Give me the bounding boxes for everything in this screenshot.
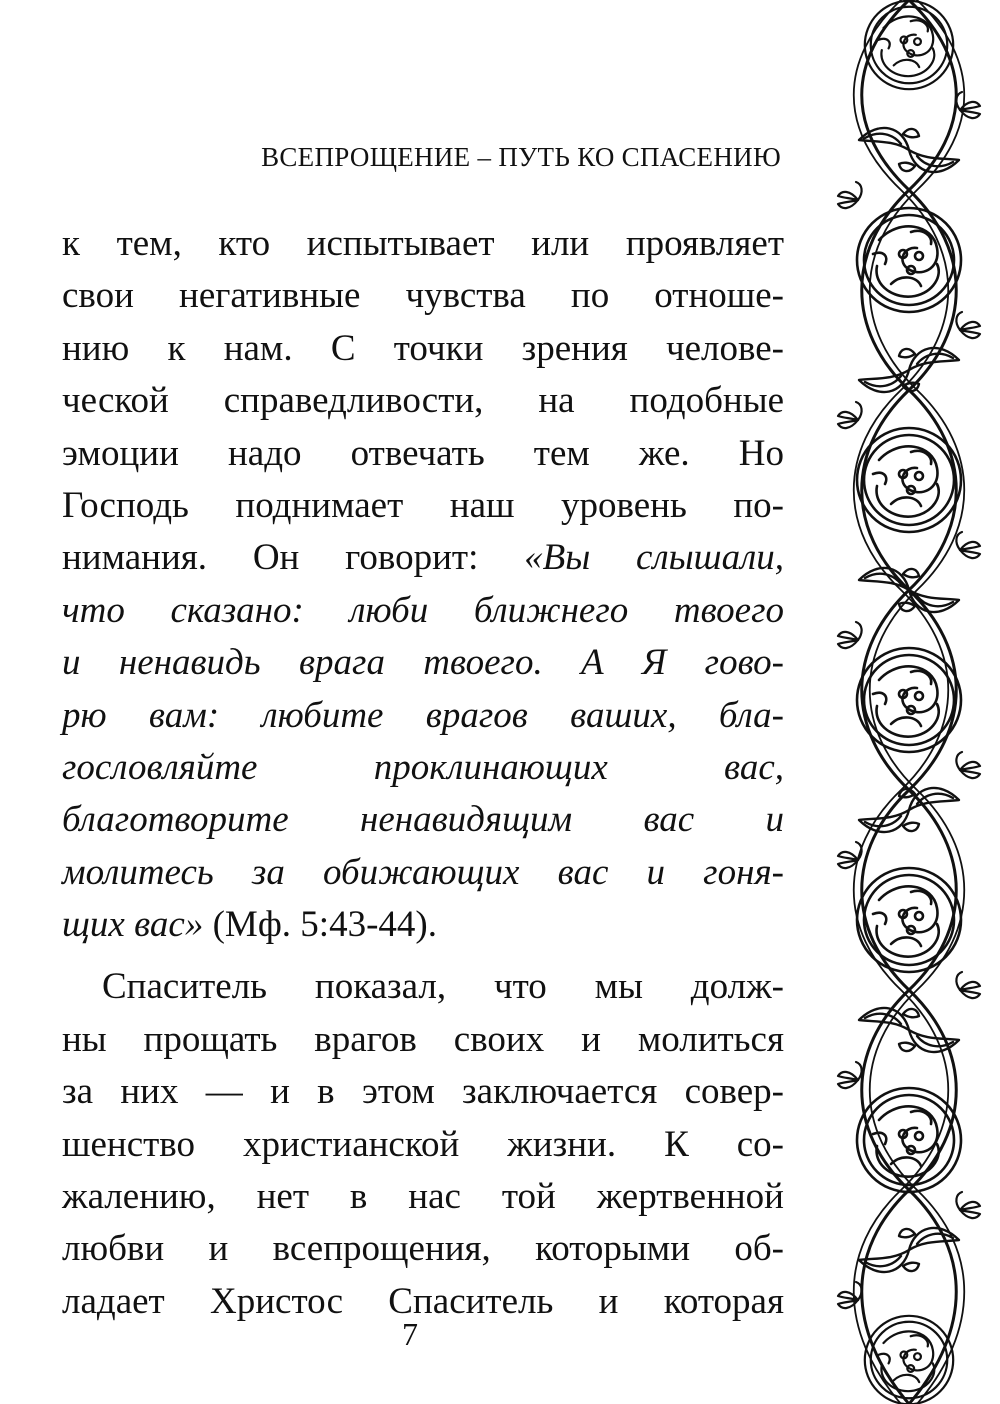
running-header: ВСЕПРОЩЕНИЕ – ПУТЬ КО СПАСЕНИЮ [261,142,781,172]
scripture-quote-line: рю вам: любите врагов ваших, бла- [62,694,784,736]
scripture-quote-line: молитесь за обижающих вас и гоня- [62,851,784,893]
text-line: Господь поднимает наш уровень по- [62,484,784,526]
text-line-mixed [62,899,784,951]
scripture-quote-line: гословляйте проклинающих вас, [62,746,784,788]
scripture-reference: (Мф. 5:43-44). [203,904,437,946]
floral-vine-border-icon [832,0,986,1404]
scripture-quote-fragment: «Вы слышали, [524,537,784,579]
text-line: нию к нам. С точки зрения челове- [62,327,784,369]
text-line: ладает Христос Спаситель и которая [62,1280,784,1322]
text-line: ческой справедливости, на подобные [62,380,784,422]
text-line: шенство христианской жизни. К со- [62,1123,784,1165]
body-text [62,218,784,1328]
text-line: Спаситель показал, что мы долж- [102,966,784,1008]
text-line: жалению, нет в нас той жертвенной [62,1176,784,1218]
text-line: за них — и в этом заключается совер- [62,1071,784,1113]
scripture-quote-line: что сказано: люби ближнего твоего [62,589,784,631]
text-fragment: нимания. Он говорит: [62,537,525,579]
text-line: ны прощать врагов своих и молиться [62,1018,784,1060]
text-line: любви и всепрощения, которыми об- [62,1228,784,1270]
scripture-quote-line: благотворите ненавидящим вас и [62,799,784,841]
scripture-quote-fragment: щих вас» [62,904,204,946]
text-line: свои негативные чувства по отноше- [62,275,784,317]
text-line-mixed [62,532,784,584]
page-number: 7 [402,1316,418,1352]
text-line: к тем, кто испытывает или проявляет [62,223,784,264]
text-line: эмоции надо отвечать тем же. Но [62,432,784,474]
scripture-quote-line: и ненавидь врага твоего. А Я гово- [62,642,784,684]
